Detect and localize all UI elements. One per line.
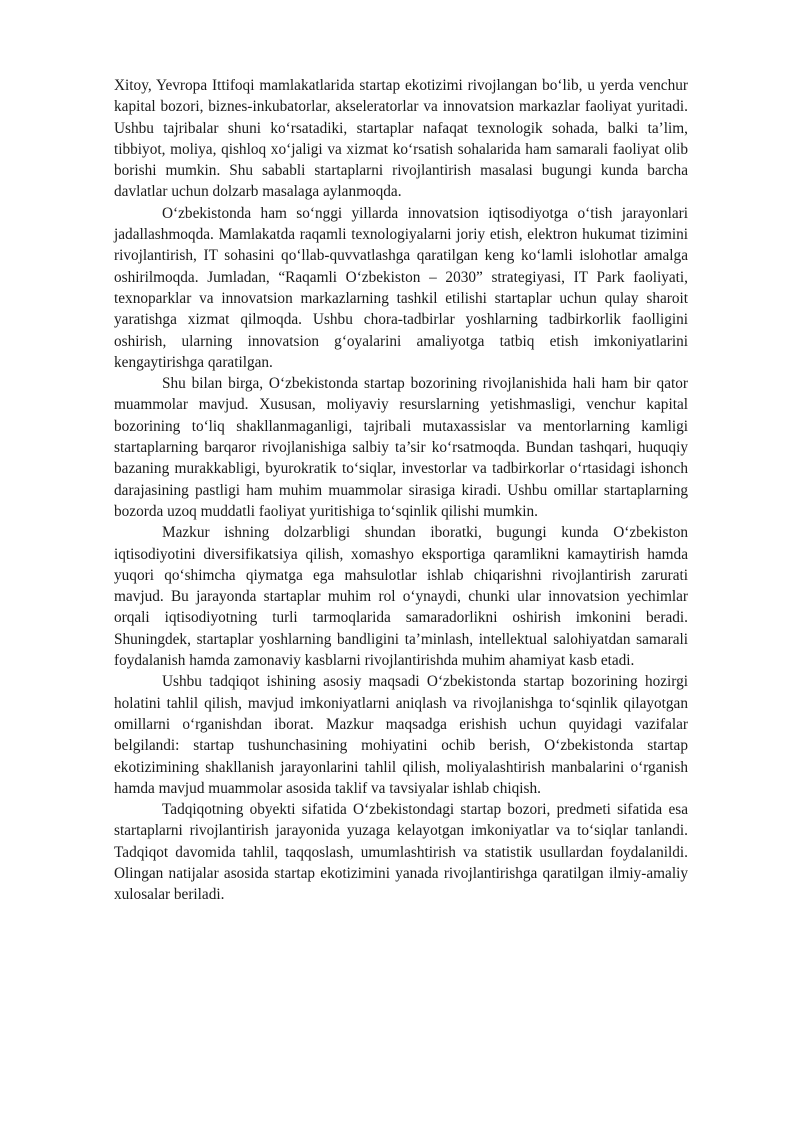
paragraph-5: Ushbu tadqiqot ishining asosiy maqsadi O‘zbekistonda startap bozorining hozirgi holatini tahlil qilish, mavjud imkoniyatlarni aniqlash va rivojlanishga to‘sqinlik qilayotgan omillarni o‘rganishdan iborat. Mazkur maqsadga erishish uchun quyidagi vazifalar belgilandi: startap tushunchasining mohiyatini ochib berish, O‘zbekistonda startap ekotizimining shakllanish jarayonlarini tahlil qilish, moliyalashtirish manbalarini o‘rganish hamda mavjud muammolar asosida taklif va tavsiyalar ishlab chiqish. xyxy=(114,673,688,797)
paragraph-6: Tadqiqotning obyekti sifatida O‘zbekistondagi startap bozori, predmeti sifatida esa startaplarni rivojlantirish jarayonida yuzaga kelayotgan imkoniyatlar va to‘siqlar tanlandi. Tadqiqot davomida tahlil, taqqoslash, umumlashtirish va statistik usullardan foydalanildi. Olingan natijalar asosida startap ekotizimini yanada rivojlantirishga qaratilgan ilmiy-amaliy xulosalar beriladi. xyxy=(114,801,688,904)
paragraph-3: Shu bilan birga, O‘zbekistonda startap bozorining rivojlanishida hali ham bir qator muammolar mavjud. Xususan, moliyaviy resurslarning yetishmasligi, venchur kapital bozorining to‘liq shakllanmaganligi, tajribali mutaxassislar va mentorlarning kamligi startaplarning barqaror rivojlanishiga salbiy ta’sir ko‘rsatmoqda. Bundan tashqari, huquqiy bazaning murakkabligi, byurokratik to‘siqlar, investorlar va tadbirkorlar o‘rtasidagi ishonch darajasining pastligi ham muhim muammolar sirasiga kiradi. Ushbu omillar startaplarning bozorda uzoq muddatli faoliyat yuritishiga to‘sqinlik qilishi mumkin. xyxy=(114,375,688,520)
document-body xyxy=(114,75,688,906)
paragraph-1: Xitoy, Yevropa Ittifoqi mamlakatlarida startap ekotizimi rivojlangan bo‘lib, u yerda venchur kapital bozori, biznes-inkubatorlar, akseleratorlar va innovatsion markazlar faoliyat yuritadi. Ushbu tajribalar shuni ko‘rsatadiki, startaplar nafaqat texnologik sohada, balki ta’lim, tibbiyot, moliya, qishloq xo‘jaligi va xizmat ko‘rsatish sohalarida ham samarali faoliyat olib borishi mumkin. Shu sababli startaplarni rivojlantirish masalasi bugungi kunda barcha davlatlar uchun dolzarb masalaga aylanmoqda. xyxy=(114,77,688,201)
paragraph-4: Mazkur ishning dolzarbligi shundan iboratki, bugungi kunda O‘zbekiston iqtisodiyotini diversifikatsiya qilish, xomashyo eksportiga qaramlikni kamaytirish hamda yuqori qo‘shimcha qiymatga ega mahsulotlar ishlab chiqarishni rivojlantirish zarurati mavjud. Bu jarayonda startaplar muhim rol o‘ynaydi, chunki ular innovatsion yechimlar orqali iqtisodiyotning turli tarmoqlarida samaradorlikni oshirish imkonini beradi. Shuningdek, startaplar yoshlarning bandligini ta’minlash, intellektual salohiyatdan samarali foydalanish hamda zamonaviy kasblarni rivojlantirishda muhim ahamiyat kasb etadi. xyxy=(114,524,688,670)
paragraph-2: O‘zbekistonda ham so‘nggi yillarda innovatsion iqtisodiyotga o‘tish jarayonlari jadallashmoqda. Mamlakatda raqamli texnologiyalarni joriy etish, elektron hukumat tizimini rivojlantirish, IT sohasini qo‘llab-quvvatlashga qaratilgan keng ko‘lamli islohotlar amalga oshirilmoqda. Jumladan, “Raqamli O‘zbekiston – 2030” strategiyasi, IT Park faoliyati, texnoparklar va innovatsion markazlarning tashkil etilishi startaplar uchun qulay sharoit yaratishga xizmat qilmoqda. Ushbu chora-tadbirlar yoshlarning tadbirkorlik faolligini oshirish, ularning innovatsion g‘oyalarini amaliyotga tatbiq etish imkoniyatlarini kengaytirishga qaratilgan. xyxy=(114,204,688,371)
